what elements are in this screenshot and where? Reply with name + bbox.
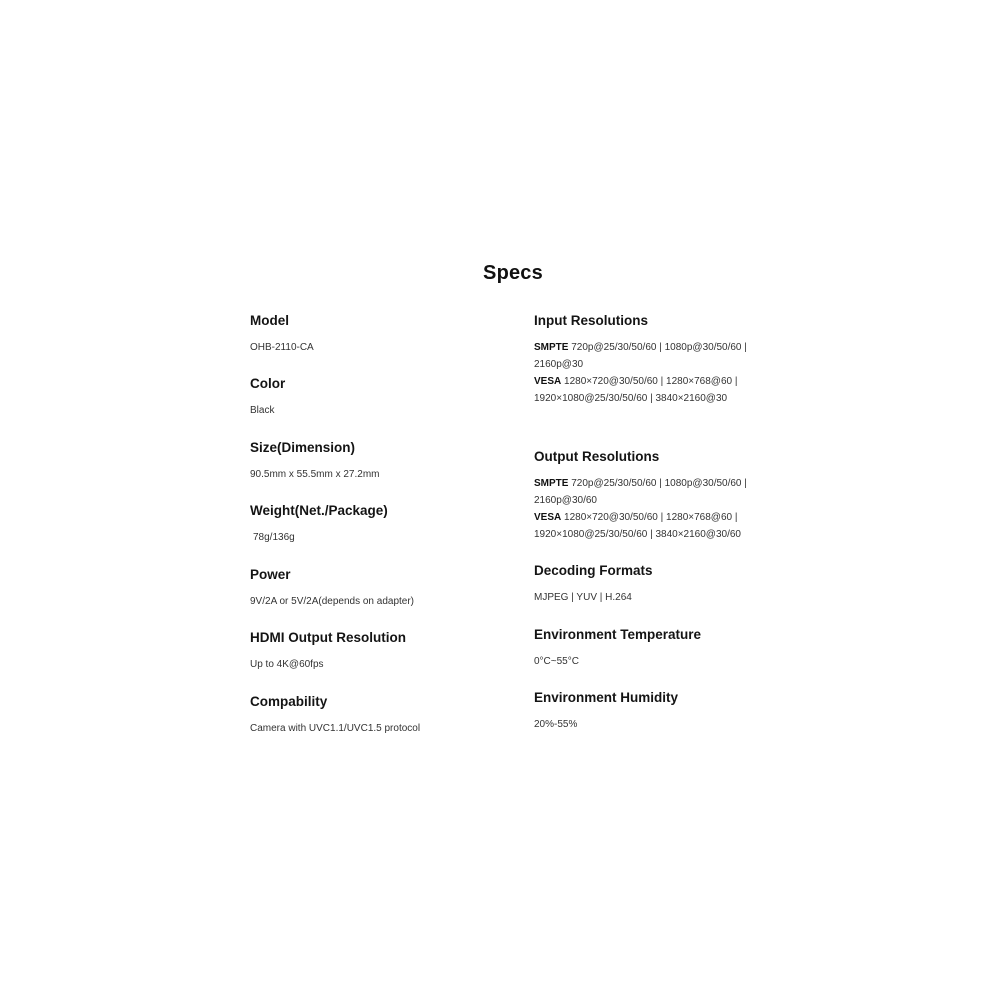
spec-value: 20%-55% — [534, 719, 578, 730]
smpte-values: 720p@25/30/50/60 | 1080p@30/50/60 | — [571, 478, 747, 489]
vesa-line — [534, 509, 747, 526]
vesa-prefix: VESA — [534, 376, 562, 387]
spec-label: Color — [250, 376, 286, 391]
spec-value — [534, 475, 747, 543]
vesa-prefix: VESA — [534, 512, 562, 523]
vesa-line-continued: 1920×1080@25/30/50/60 | 3840×2160@30 — [534, 393, 728, 404]
vesa-values: 1280×720@30/50/60 | 1280×768@60 | — [564, 512, 738, 523]
spec-model — [250, 312, 314, 356]
spec-label: Power — [250, 567, 291, 582]
spec-value: 9V/2A or 5V/2A(depends on adapter) — [250, 596, 415, 607]
spec-value — [534, 339, 747, 407]
smpte-line-continued: 2160p@30/60 — [534, 495, 597, 506]
spec-value: 90.5mm x 55.5mm x 27.2mm — [250, 469, 380, 480]
smpte-line — [534, 475, 747, 492]
smpte-values: 720p@25/30/50/60 | 1080p@30/50/60 | — [571, 342, 747, 353]
spec-value: Camera with UVC1.1/UVC1.5 protocol — [250, 723, 421, 734]
spec-label: Model — [250, 313, 289, 328]
spec-weight — [250, 502, 388, 546]
spec-hdmi-output — [250, 629, 406, 673]
spec-value: Up to 4K@60fps — [250, 659, 324, 670]
spec-value: 0°C~55°C — [534, 656, 579, 667]
spec-label: HDMI Output Resolution — [250, 630, 406, 645]
spec-value: OHB-2110-CA — [250, 342, 314, 353]
spec-value: MJPEG | YUV | H.264 — [534, 592, 632, 603]
spec-label: Compability — [250, 694, 328, 709]
spec-label: Decoding Formats — [534, 563, 653, 578]
smpte-prefix: SMPTE — [534, 342, 569, 353]
spec-label: Weight(Net./Package) — [250, 503, 388, 518]
smpte-line-continued: 2160p@30 — [534, 359, 584, 370]
vesa-values: 1280×720@30/50/60 | 1280×768@60 | — [564, 376, 738, 387]
spec-label: Environment Temperature — [534, 627, 702, 642]
spec-label: Input Resolutions — [534, 313, 648, 328]
vesa-line-continued: 1920×1080@25/30/50/60 | 3840×2160@30/60 — [534, 529, 741, 540]
page-title: Specs — [483, 262, 543, 284]
spec-power — [250, 566, 414, 610]
spec-label: Output Resolutions — [534, 449, 660, 464]
spec-environment-humidity — [534, 689, 678, 733]
smpte-prefix: SMPTE — [534, 478, 569, 489]
spec-environment-temperature — [534, 626, 701, 670]
vesa-line — [534, 373, 747, 390]
spec-compability — [250, 693, 420, 737]
spec-output-resolutions — [534, 448, 747, 543]
smpte-line — [534, 339, 747, 356]
spec-value: 78g/136g — [253, 532, 295, 543]
spec-value: Black — [250, 405, 275, 416]
spec-label: Environment Humidity — [534, 690, 679, 705]
spec-size — [250, 439, 379, 483]
spec-color — [250, 375, 285, 419]
spec-label: Size(Dimension) — [250, 440, 356, 455]
spec-input-resolutions — [534, 312, 747, 407]
spec-decoding-formats — [534, 562, 653, 606]
